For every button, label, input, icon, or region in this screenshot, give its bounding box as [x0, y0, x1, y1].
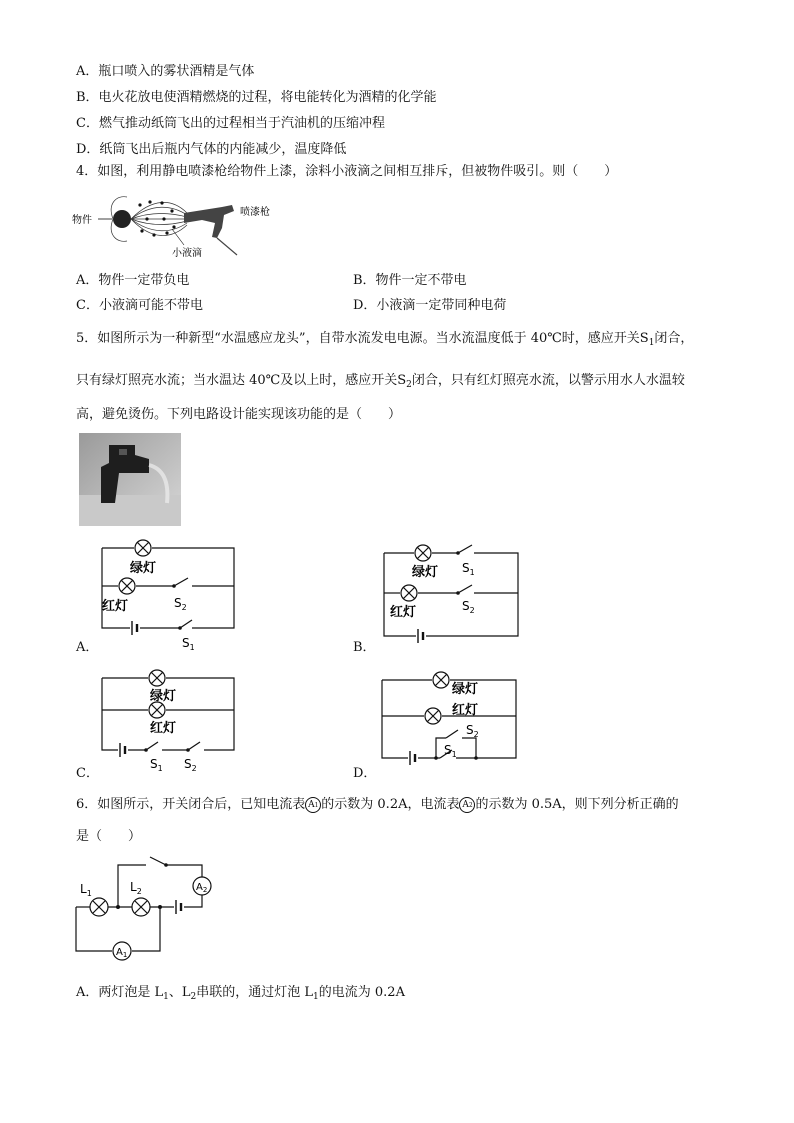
q5a-label-s1: [182, 636, 195, 652]
q5a-label-red: 红灯: [102, 599, 129, 614]
q5a-s2-letter: S: [174, 596, 182, 610]
q6-opt-a-part3: 串联的，通过灯泡 L: [196, 985, 314, 1000]
q4-option-d: D．小液滴一定带同种电荷: [353, 298, 507, 313]
q5b-s2-letter: S: [462, 599, 470, 613]
q5d-s2-sub: 2: [473, 730, 479, 739]
ammeter-a1-icon: [305, 797, 321, 813]
q4-option-c: C．小液滴可能不带电: [76, 298, 203, 313]
q6-stem-line1: [76, 796, 679, 814]
q5-option-b-label: B．: [353, 640, 376, 655]
q5-stem-line3: 高，避免烫伤。下列电路设计能实现该功能的是（ ）: [76, 407, 402, 422]
q4-option-a: A．物件一定带负电: [76, 273, 190, 288]
q5a-label-s2: [174, 596, 187, 612]
q5-circuit-c: [100, 668, 240, 778]
q6-stem-line1-a: 6．如图所示，开关闭合后，已知电流表: [76, 797, 306, 812]
q4-label-object: 物件: [72, 215, 92, 226]
q5d-label-s2: [466, 723, 479, 739]
q3-option-a: A．瓶口喷入的雾状酒精是气体: [76, 64, 255, 79]
q4-spray-gun-figure: [72, 193, 272, 268]
q5b-s1-sub: 1: [469, 568, 475, 577]
q6-inline-a1-sub: 1: [314, 801, 319, 809]
q5-stem-line2: [76, 372, 685, 394]
q5-option-c-label: C．: [76, 766, 99, 781]
q5c-label-s1: [150, 757, 163, 773]
q6-label-l2: [130, 880, 142, 896]
q6-l1-letter: L: [80, 882, 87, 896]
q5d-s2-letter: S: [466, 723, 474, 737]
q6-l2-letter: L: [130, 880, 137, 894]
q5-option-a-label: A．: [76, 640, 99, 655]
q5c-label-green: 绿灯: [150, 689, 177, 704]
q5b-label-s2: [462, 599, 475, 615]
q5b-label-red: 红灯: [390, 605, 417, 620]
q5-stem-line2-a: 只有绿灯照亮水流；当水温达 40℃及以上时，感应开关S: [76, 373, 407, 388]
q5-stem-s2-sub: 2: [406, 380, 412, 390]
q6-label-l1: [80, 882, 92, 898]
q6-inline-a2-letter: A: [462, 799, 469, 810]
q6-inline-a1-letter: A: [308, 799, 315, 810]
q5c-label-red: 红灯: [150, 721, 177, 736]
q4-option-b: B．物件一定不带电: [353, 273, 467, 288]
q3-option-d: D．纸筒飞出后瓶内气体的内能减少，温度降低: [76, 142, 347, 157]
q6-option-a: [76, 984, 405, 1006]
q5a-s1-sub: 1: [189, 643, 195, 652]
q6-circuit: [74, 855, 224, 967]
q6-opt-a-sub2: 2: [190, 992, 197, 1002]
q3-option-b: B．电火花放电使酒精燃烧的过程，将电能转化为酒精的化学能: [76, 90, 437, 105]
q5c-s2-letter: S: [184, 757, 192, 771]
q6-l2-sub: 2: [136, 887, 142, 896]
q6-opt-a-sub1: 1: [163, 992, 169, 1002]
q5d-label-red: 红灯: [452, 703, 479, 718]
q5c-s1-letter: S: [150, 757, 158, 771]
q5c-label-s2: [184, 757, 197, 773]
q5a-label-green: 绿灯: [130, 561, 157, 576]
q3-option-c: C．燃气推动纸筒飞出的过程相当于汽油机的压缩冲程: [76, 116, 385, 131]
q6-inline-a2-sub: 2: [468, 801, 473, 809]
q5-circuit-d: [380, 670, 522, 766]
q6-stem-line1-b: 的示数为 0.2A，电流表: [321, 797, 460, 812]
q6-opt-a-part4: 的电流为 0.2A: [318, 985, 405, 1000]
q5d-s1-sub: 1: [451, 750, 457, 759]
q5-circuit-b: [382, 538, 524, 648]
q6-l1-sub: 1: [86, 889, 92, 898]
q5d-s1-letter: S: [444, 743, 452, 757]
q5-stem-line2-b: 闭合，只有红灯照亮水流，以警示用水人水温较: [411, 373, 685, 388]
q4-label-droplet: 小液滴: [172, 248, 202, 259]
q5b-label-s1: [462, 561, 475, 577]
q5-stem-s1-sub: 1: [648, 338, 655, 348]
q5a-s1-letter: S: [182, 636, 190, 650]
q6-a1-sub: 1: [122, 951, 128, 959]
q5c-s2-sub: 2: [191, 764, 197, 773]
q5c-s1-sub: 1: [157, 764, 163, 773]
q5d-label-s1: [444, 743, 457, 759]
q5-stem-line1: [76, 330, 693, 352]
q5b-label-green: 绿灯: [412, 565, 439, 580]
q5-stem-line1-b: 闭合，: [654, 331, 694, 346]
q5b-s1-letter: S: [462, 561, 470, 575]
q5a-s2-sub: 2: [181, 603, 187, 612]
q6-a2-letter: A: [196, 882, 203, 893]
q5-circuit-a: [100, 540, 240, 650]
q5-faucet-photo: [79, 433, 181, 526]
q6-opt-a-sub3: 1: [313, 992, 319, 1002]
q5b-s2-sub: 2: [469, 606, 475, 615]
q6-stem-line2: 是（ ）: [76, 829, 142, 844]
q6-opt-a-part2: 、L: [168, 985, 191, 1000]
q5-option-d-label: D．: [353, 766, 377, 781]
q4-label-gun: 喷漆枪: [240, 207, 270, 218]
q5-stem-line1-a: 5．如图所示为一种新型“水温感应龙头”，自带水流发电电源。当水流温度低于 40℃时，感应开关S: [76, 331, 649, 346]
q6-a1-letter: A: [116, 947, 123, 958]
q4-stem: 4．如图，利用静电喷漆枪给物件上漆，涂料小液滴之间相互排斥，但被物件吸引。则（ ）: [76, 164, 618, 179]
ammeter-a2-icon: [459, 797, 475, 813]
q5d-label-green: 绿灯: [452, 682, 479, 697]
q6-stem-line1-c: 的示数为 0.5A，则下列分析正确的: [475, 797, 679, 812]
q6-opt-a-part1: A．两灯泡是 L: [76, 985, 164, 1000]
q6-a2-sub: 2: [202, 886, 208, 894]
